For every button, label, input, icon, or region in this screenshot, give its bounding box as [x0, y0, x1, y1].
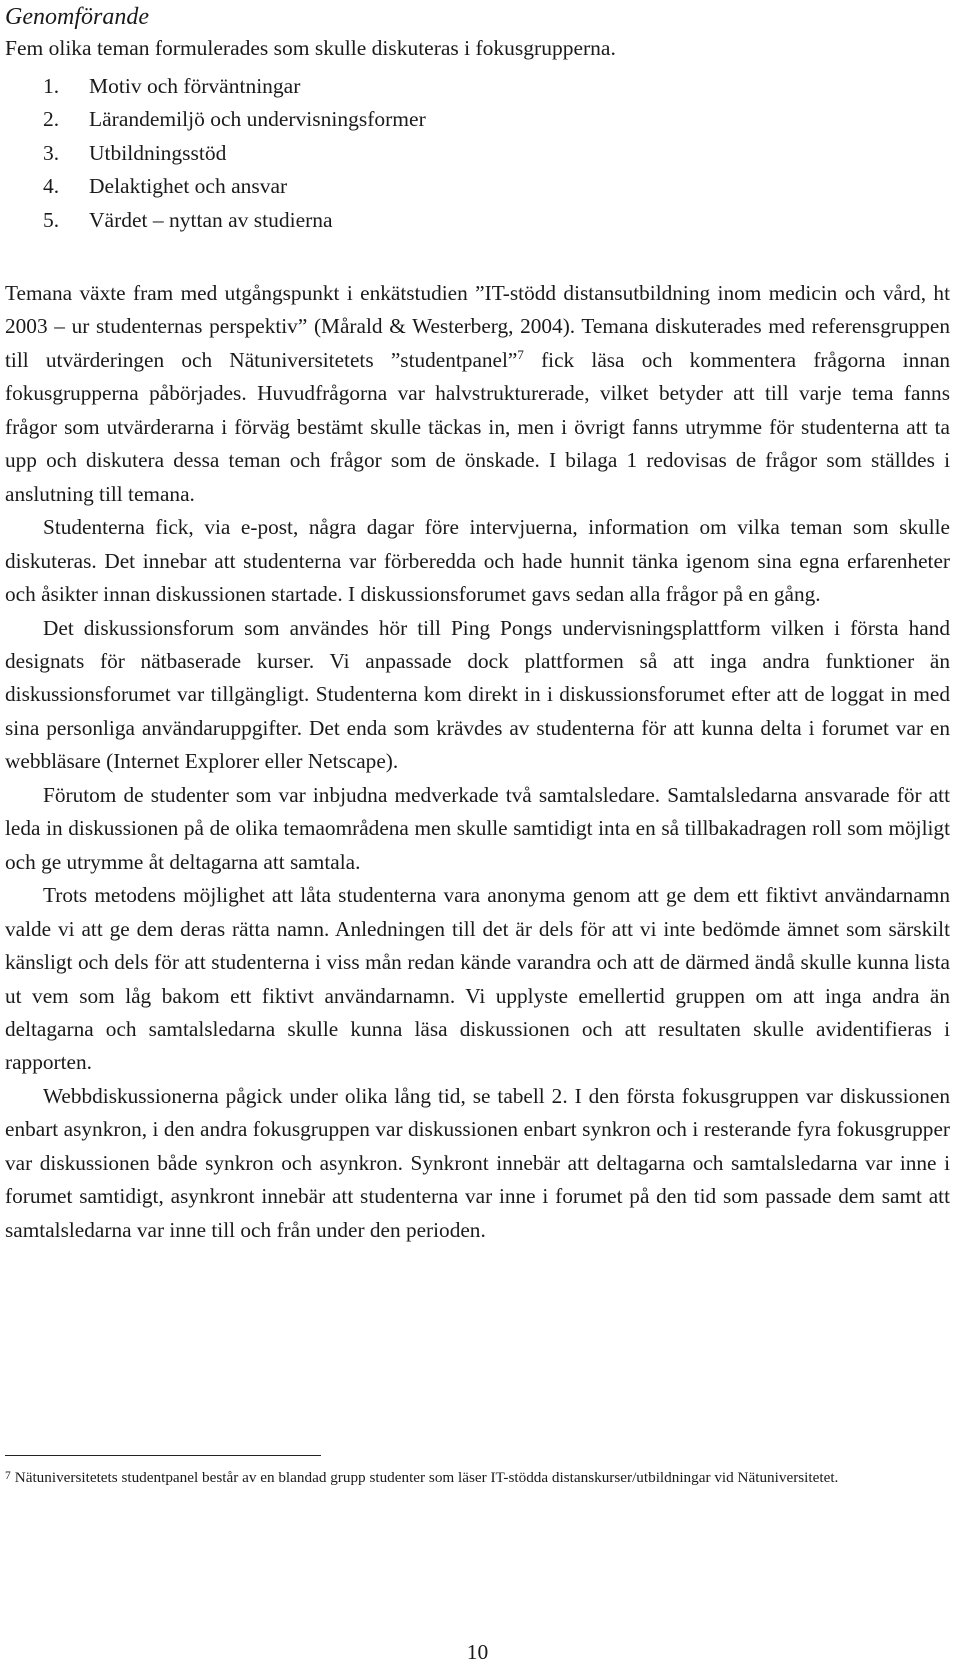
theme-label: Utbildningsstöd [89, 140, 227, 165]
section-heading: Genomförande [5, 4, 149, 30]
theme-number: 5. [43, 207, 60, 232]
theme-label: Värdet – nyttan av studierna [89, 207, 333, 232]
paragraph-discussion-forum: Det diskussionsforum som användes hör till Ping Pongs undervisningsplattform vilken i första hand designats för nätbaserade kurser. Vi anpassade dock plattformen så att inga andra funktioner än diskussionsforumet var tillgängligt. Studenterna kom direkt in i diskussionsforumet efter att de loggat in med sina personliga användaruppgifter. Det enda som krävdes av studenterna för att kunna delta i forumet var en webbläsare (Internet Explorer eller Netscape). [5, 615, 950, 774]
theme-label: Delaktighet och ansvar [89, 174, 288, 199]
footnote-reference[interactable]: 7 [517, 346, 524, 362]
page-number: 10 [466, 1640, 489, 1664]
footnote-number: 7 [5, 1470, 11, 1482]
intro-sentence: Fem olika teman formulerades som skulle diskuteras i fokusgrupperna. [5, 36, 616, 60]
theme-label: Lärandemiljö och undervisningsformer [89, 107, 426, 132]
paragraph-anonymity: Trots metodens möjlighet att låta studenterna vara anonyma genom att ge dem ett fiktivt användarnamn valde vi att ge dem deras rätta namn. Anledningen till det är dels för att vi inte bedömde ämnet som särskilt känsligt och dels för att studenterna i viss mån redan kände varandra och att de därmed ändå skulle kunna lista ut vem som låg bakom ett fiktivt användarnamn. Vi upplyste emellertid gruppen om att inga andra än deltagarna och samtalsledarna skulle kunna läsa diskussionen och att resultaten skulle avidentifieras i rapporten. [5, 883, 950, 1075]
paragraph-text: Temana växte fram med utgångspunkt i enkätstudien ”IT-stödd distansutbildning inom medicin och vård, ht 2003 – ur studenternas perspektiv” (Mårald & Westerberg, 2004). Temana diskuterades med referensgruppen till utvärderingen och Nätuniversitetets ”studentpanel” [5, 281, 950, 372]
body-text [5, 277, 950, 1247]
theme-number: 3. [43, 140, 60, 165]
theme-item [43, 103, 426, 136]
footnote-separator [5, 1455, 321, 1456]
theme-number: 4. [43, 174, 60, 199]
theme-number: 1. [43, 74, 60, 98]
theme-item [43, 204, 426, 237]
paragraph-moderators: Förutom de studenter som var inbjudna medverkade två samtalsledare. Samtalsledarna ansvarade för att leda in diskussionen på de olika temaområdena men skulle samtidigt inta en så tillbakadragen roll som möjligt och ge utrymme åt deltagarna att samtala. [5, 782, 950, 874]
paragraph-themes-origin [5, 277, 950, 511]
paragraph-web-discussions: Webbdiskussionerna pågick under olika lång tid, se tabell 2. I den första fokusgruppen var diskussionen enbart asynkron, i den andra fokusgruppen var diskussionen enbart synkron och i resterande fyra fokusgrupper var diskussionen både synkron och asynkron. Synkront innebär att deltagarna och samtalsledarna var inne i forumet samtidigt, asynkront innebär att studenterna var inne i forumet på den tid som passade dem samt att samtalsledarna var inne till och från under den perioden. [5, 1083, 950, 1242]
theme-label: Motiv och förväntningar [89, 74, 301, 98]
paragraph-text: fick läsa och kommentera frågorna innan fokusgrupperna påbörjades. Huvudfrågorna var halvstrukturerade, vilket betyder att till varje tema fanns frågor som utvärderarna i förväg bestämt skulle täckas in, men i övrigt fanns utrymme för studenterna att ta upp och diskutera dessa teman och frågor som de önskade. I bilaga 1 redovisas de frågor som ställdes i anslutning till temana. [5, 347, 950, 506]
theme-item [43, 70, 426, 103]
theme-number: 2. [43, 107, 60, 132]
theme-item [43, 170, 426, 203]
theme-item [43, 137, 426, 170]
theme-list [43, 70, 426, 237]
footnote-text: Nätuniversitetets studentpanel består av en blandad grupp studenter som läser IT-stödda distanskurser/utbildningar vid Nätuniversitetet. [14, 1469, 839, 1486]
paragraph-email-info: Studenterna fick, via e-post, några dagar före intervjuerna, information om vilka teman som skulle diskuteras. Det innebar att studenterna var förberedda och hade hunnit tänka igenom sina egna erfarenheter och åsikter innan diskussionen startade. I diskussionsforumet gavs sedan alla frågor på en gång. [5, 515, 950, 607]
footnote [5, 1465, 950, 1489]
